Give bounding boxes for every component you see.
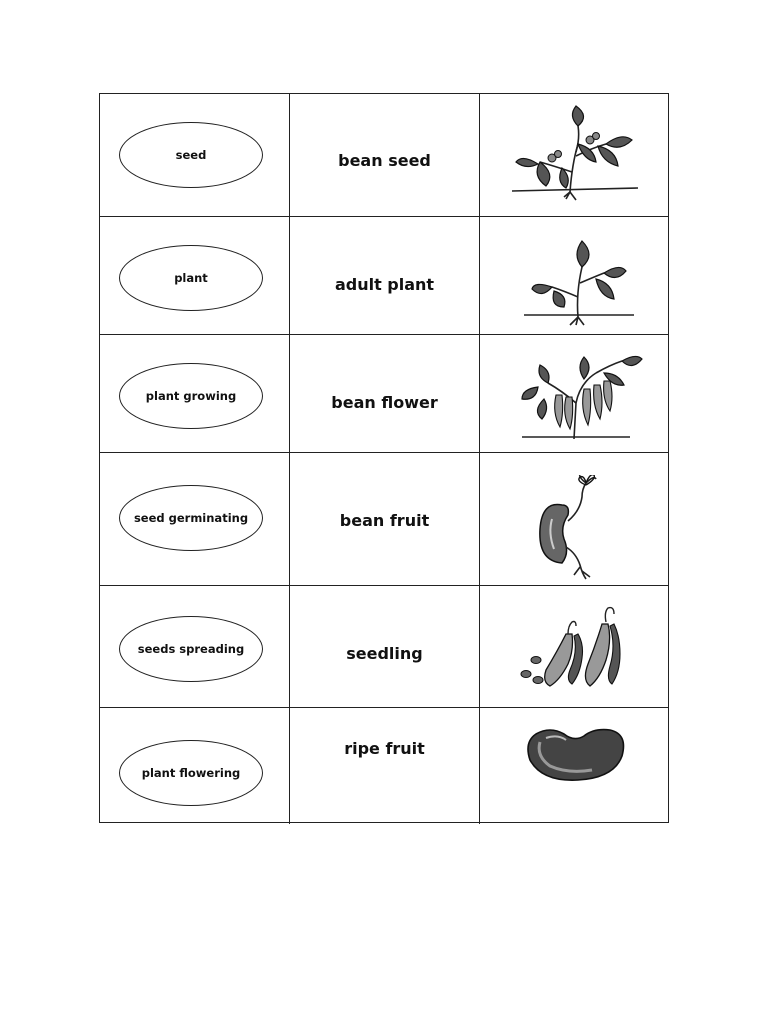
stage-label: seed germinating (133, 510, 249, 525)
stage-cell (100, 708, 290, 824)
name-cell (290, 453, 480, 585)
name-label: bean seed (338, 151, 431, 170)
stage-cell (100, 453, 290, 585)
picture-cell (480, 453, 668, 585)
card-row (100, 94, 668, 216)
stage-cell (100, 217, 290, 334)
card-row (100, 452, 668, 585)
stage-oval (119, 245, 263, 311)
card-row (100, 216, 668, 334)
name-label: ripe fruit (344, 739, 425, 758)
germinating-seed-icon (510, 475, 640, 575)
stage-label: plant (174, 270, 208, 285)
name-cell (290, 335, 480, 452)
stage-cell (100, 94, 290, 216)
plant-with-pods-icon (518, 343, 648, 443)
picture-cell (480, 217, 668, 334)
name-label: bean fruit (339, 511, 430, 530)
picture-cell (480, 708, 668, 824)
stage-oval (119, 616, 263, 682)
stage-oval (119, 122, 263, 188)
name-cell (290, 708, 480, 824)
stage-oval (119, 363, 263, 429)
stage-oval (119, 740, 263, 806)
name-cell (290, 586, 480, 707)
picture-cell (480, 94, 668, 216)
stage-label: seed (175, 147, 207, 162)
leafy-plant-icon (510, 227, 640, 327)
stage-cell (100, 586, 290, 707)
name-cell (290, 217, 480, 334)
stage-label: plant flowering (141, 765, 241, 780)
card-row (100, 334, 668, 452)
flowering-plant-icon (510, 104, 640, 204)
matching-card-table (99, 93, 669, 823)
stage-label: seeds spreading (137, 641, 245, 656)
bean-seed-icon (522, 720, 652, 820)
name-label: seedling (346, 644, 423, 663)
stage-cell (100, 335, 290, 452)
picture-cell (480, 335, 668, 452)
picture-cell (480, 586, 668, 707)
stage-label: plant growing (145, 388, 237, 403)
card-row (100, 585, 668, 707)
card-row (100, 707, 668, 824)
name-label: adult plant (334, 275, 435, 294)
name-cell (290, 94, 480, 216)
stage-oval (119, 485, 263, 551)
opening-pods-icon (516, 600, 646, 700)
name-label: bean flower (331, 393, 438, 412)
